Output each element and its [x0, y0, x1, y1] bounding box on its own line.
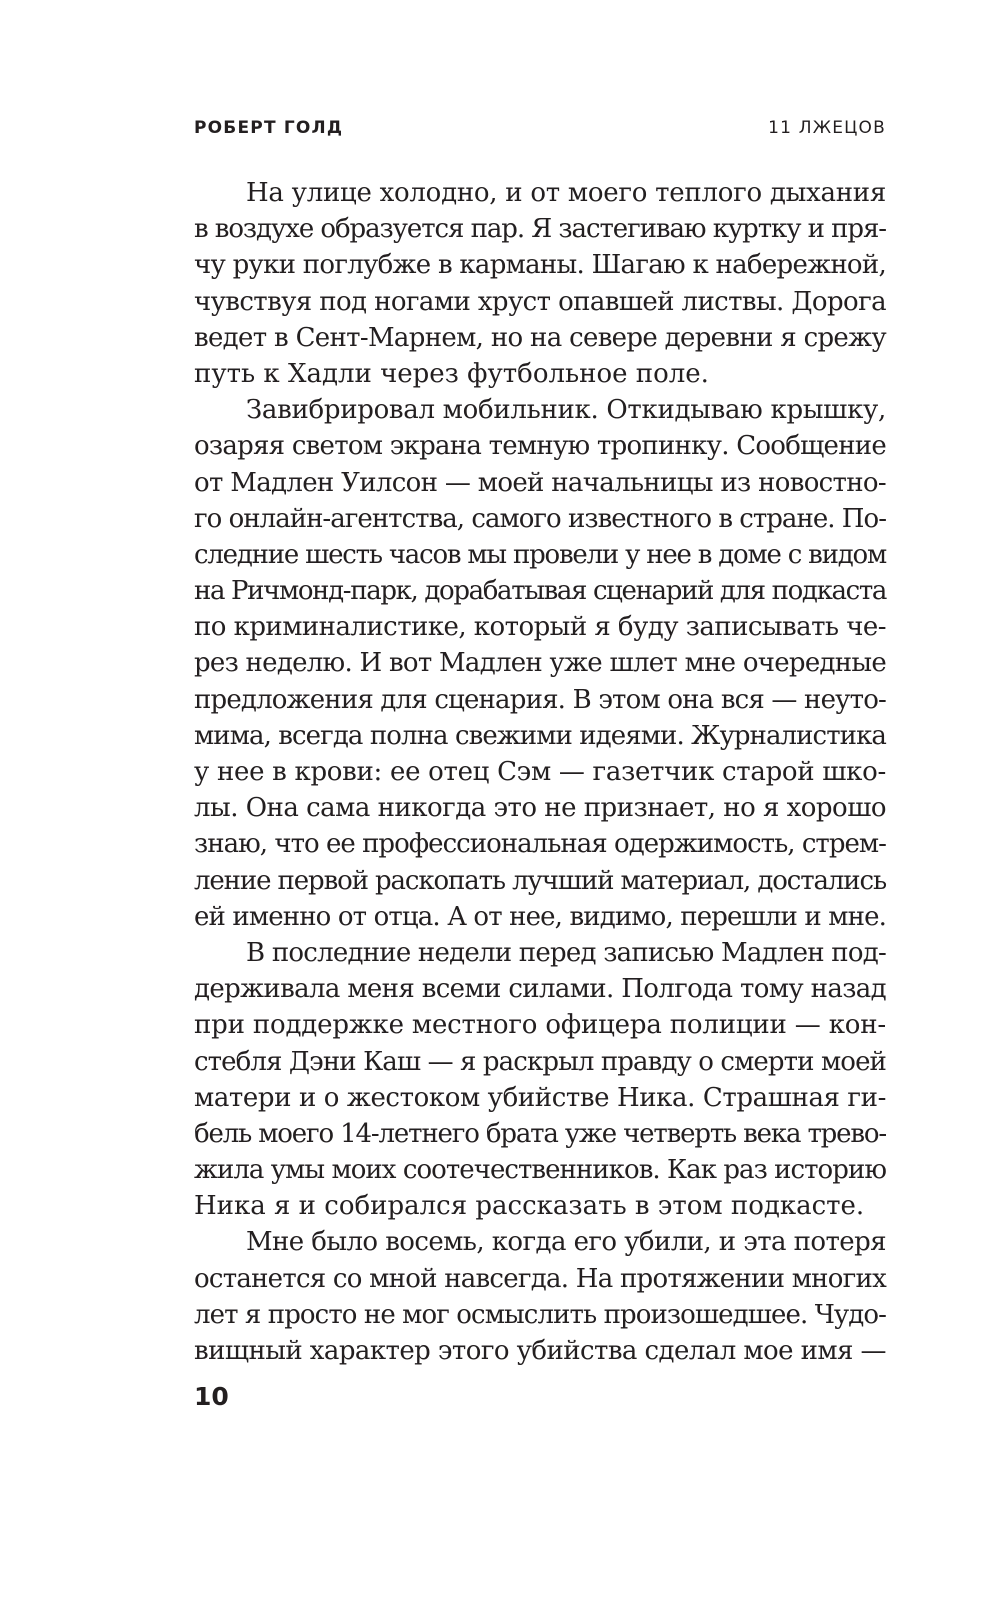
text-line: у нее в крови: ее отец Сэм — газетчик старой шко- [194, 757, 886, 787]
paragraph [194, 1224, 886, 1369]
text-line: ление первой раскопать лучший материал, достались [194, 865, 886, 896]
text-line: по криминалистике, который я буду записывать че- [194, 612, 886, 643]
text-line: держивала меня всеми силами. Полгода тому назад [194, 974, 887, 1005]
text-line: при поддержке местного офицера полиции — кон- [194, 1010, 886, 1041]
text-line: лет я просто не мог осмыслить произошедшее. Чудо- [194, 1299, 886, 1330]
paragraph [194, 392, 886, 935]
text-line: лы. Она сама никогда это не признает, но я хорошо [194, 793, 886, 824]
text-line: го онлайн-агентства, самого известного в стране. По- [194, 503, 887, 534]
text-line: чувствуя под ногами хруст опавшей листвы. Дорога [194, 286, 887, 317]
text-line: Завибрировал мобильник. Откидываю крышку, [246, 395, 886, 426]
text-line: в воздухе образуется пар. Я застегиваю куртку и пря- [194, 214, 887, 245]
running-header-book-title: 11 ЛЖЕЦОВ [768, 118, 886, 138]
text-line: бель моего 14-летнего брата уже четверть века трево- [194, 1118, 887, 1149]
page-body-text [194, 175, 886, 1369]
text-line: На улице холодно, и от моего теплого дыхания [246, 178, 887, 208]
text-line: знаю, что ее профессиональная одержимость, стрем- [194, 829, 886, 860]
text-line: В последние недели перед записью Мадлен под- [246, 937, 886, 968]
text-line: останется со мной навсегда. На протяжении многих [194, 1263, 887, 1294]
text-line: матери и о жестоком убийстве Ника. Страшная ги- [194, 1082, 886, 1113]
paragraph [194, 175, 886, 392]
text-line: Ника я и собирался рассказать в этом подкасте. [194, 1191, 865, 1222]
text-line: ей именно от отца. А от нее, видимо, перешли и мне. [194, 901, 886, 932]
text-line: чу руки поглубже в карманы. Шагаю к набережной, [194, 250, 887, 281]
text-line: следние шесть часов мы провели у нее в доме с видом [194, 539, 886, 570]
text-line: вищный характер этого убийства сделал мое имя — [194, 1336, 886, 1366]
text-line: на Ричмонд-парк, дорабатывая сценарий для подкаста [194, 576, 886, 607]
text-line: жила умы моих соотечественников. Как раз историю [194, 1155, 887, 1186]
text-line: мима, всегда полна свежими идеями. Журналистика [194, 720, 886, 751]
text-line: предложения для сценария. В этом она вся — неуто- [194, 684, 887, 715]
text-line: Мне было восемь, когда его убили, и эта потеря [246, 1227, 886, 1258]
page-number: 10 [194, 1382, 229, 1411]
paragraph [194, 935, 886, 1225]
running-header-author: РОБЕРТ ГОЛД [194, 118, 344, 138]
text-line: рез неделю. И вот Мадлен уже шлет мне очередные [194, 648, 886, 679]
text-line: от Мадлен Уилсон — моей начальницы из новостно- [194, 467, 886, 498]
text-line: путь к Хадли через футбольное поле. [194, 358, 709, 389]
text-line: стебля Дэни Каш — я раскрыл правду о смерти моей [194, 1046, 886, 1077]
text-line: ведет в Сент-Марнем, но на севере деревни я срежу [194, 322, 886, 353]
text-line: озаряя светом экрана темную тропинку. Сообщение [194, 431, 887, 462]
